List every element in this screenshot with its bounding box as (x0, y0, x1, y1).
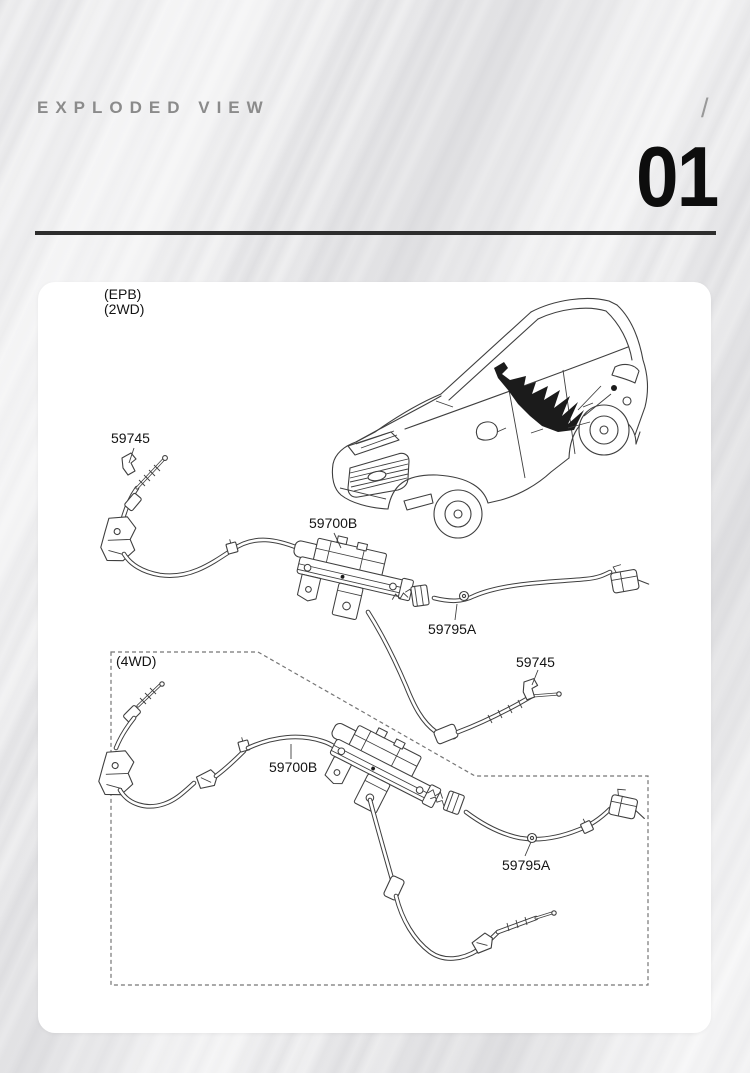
exploded-view-panel (38, 282, 711, 1033)
tag-epb: (EPB) (104, 286, 142, 302)
actuator-2wd (282, 527, 433, 634)
page-title: EXPLODED VIEW (37, 98, 270, 117)
part-label-59795a-4wd: 59795A (502, 857, 551, 873)
part-label-59745-front: 59745 (111, 430, 150, 446)
assembly-4wd (97, 682, 649, 959)
car-illustration (332, 298, 647, 538)
header-divider (35, 231, 716, 235)
part-label-59745-rear: 59745 (516, 654, 555, 670)
header-slash: / (701, 93, 709, 123)
4wd-dashed-boundary (111, 652, 648, 985)
tag-2wd: (2WD) (104, 301, 145, 317)
part-label-59700b-4wd: 59700B (269, 759, 318, 775)
part-label-59700b-2wd: 59700B (309, 515, 358, 531)
chapter-number: 01 (636, 130, 718, 225)
assembly-2wd (99, 453, 649, 745)
part-label-59795a-2wd: 59795A (428, 621, 477, 637)
tag-4wd: (4WD) (116, 653, 157, 669)
